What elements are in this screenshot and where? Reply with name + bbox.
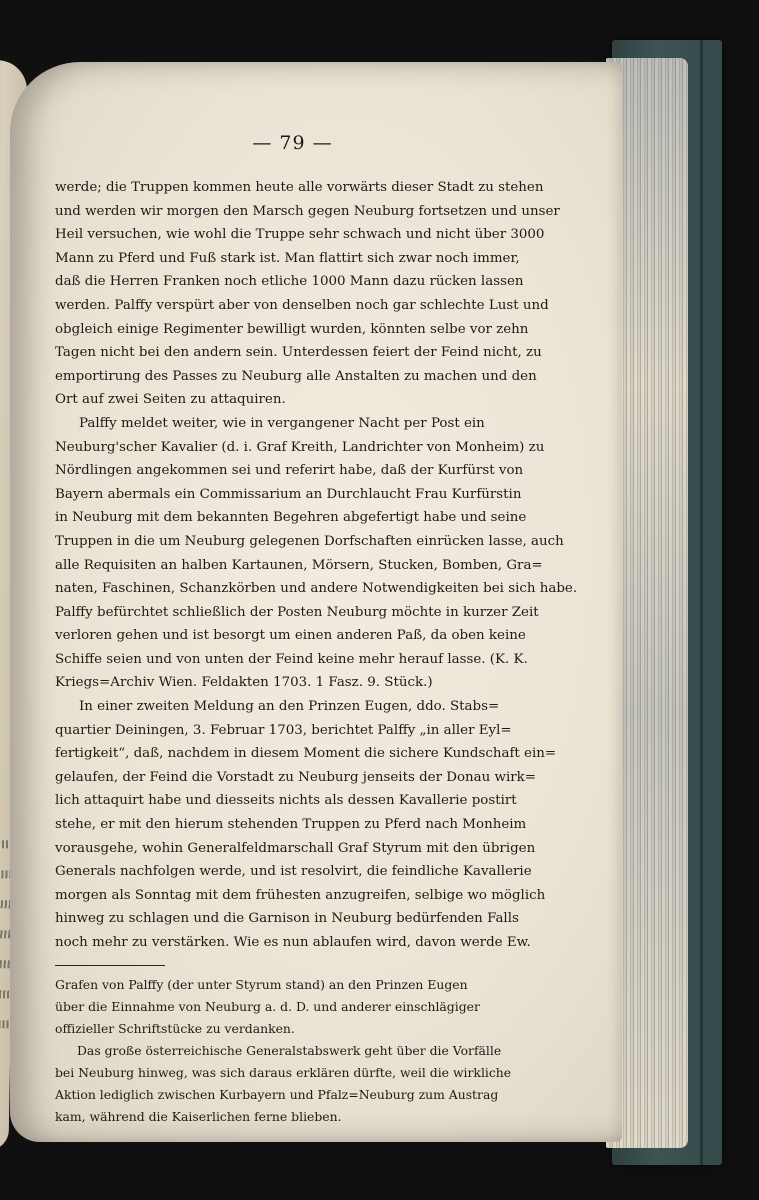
body-text-line: Heil versuchen, wie wohl die Truppe sehr schwach und nicht über 3000	[55, 227, 545, 243]
body-text-line: Kriegs=Archiv Wien. Feldakten 1703. 1 Fasz. 9. Stück.)	[55, 675, 433, 691]
body-text-line: werden. Palffy verspürt aber von denselben noch gar schlechte Lust und	[55, 297, 549, 313]
body-text-line: Nördlingen angekommen sei und referirt habe, daß der Kurfürst von	[55, 463, 524, 479]
footnote-text-line: Grafen von Palffy (der unter Styrum stand) an den Prinzen Eugen	[55, 976, 468, 992]
body-text-line: verloren gehen und ist besorgt um einen anderen Paß, da oben keine	[55, 628, 526, 644]
footnote-text-line: kam, während die Kaiserlichen ferne blieben.	[55, 1108, 342, 1124]
body-text-line: In einer zweiten Meldung an den Prinzen Eugen, ddo. Stabs=	[79, 699, 500, 715]
facing-page-text-fragment	[0, 930, 10, 938]
body-text-line: morgen als Sonntag mit dem frühesten anzugreifen, selbige wo möglich	[55, 887, 546, 903]
body-text-line: obgleich einige Regimenter bewilligt wurden, könnten selbe vor zehn	[55, 321, 529, 337]
footnote-text-line: offizieller Schriftstücke zu verdanken.	[55, 1020, 295, 1036]
body-text-line: Ort auf zwei Seiten zu attaquiren.	[55, 392, 286, 408]
body-text-line: daß die Herren Franken noch etliche 1000 Mann dazu rücken lassen	[55, 274, 524, 290]
footnote-text	[55, 974, 512, 1128]
footnote-text-line: Das große österreichische Generalstabswerk geht über die Vorfälle	[77, 1042, 502, 1058]
body-text-line: werde; die Truppen kommen heute alle vorwärts dieser Stadt zu stehen	[55, 180, 544, 195]
body-text-line: lich attaquirt habe und diesseits nichts als dessen Kavallerie postirt	[55, 793, 517, 809]
body-text-line: Tagen nicht bei den andern sein. Unterdessen feiert der Feind nicht, zu	[55, 345, 542, 361]
book-page	[10, 62, 622, 1142]
body-text-line: alle Requisiten an halben Kartaunen, Mörsern, Stucken, Bomben, Gra=	[55, 557, 543, 573]
facing-page-text-fragment	[0, 1020, 9, 1028]
body-text-line: hinweg zu schlagen und die Garnison in Neuburg bedürfenden Falls	[55, 911, 519, 927]
page-number: — 79 —	[252, 132, 333, 154]
footnote-rule	[55, 965, 165, 966]
body-text-line: fertigkeit“, daß, nachdem in diesem Moment die sichere Kundschaft ein=	[55, 746, 557, 762]
body-text-line: Schiffe seien und von unten der Feind keine mehr herauf lasse. (K. K.	[55, 651, 528, 667]
body-text-line: stehe, er mit den hierum stehenden Truppen zu Pferd nach Monheim	[55, 817, 527, 833]
body-text-line: Truppen in die um Neuburg gelegenen Dorfschaften einrücken lasse, auch	[55, 533, 564, 549]
body-text-line: vorausgehe, wohin Generalfeldmarschall Graf Styrum mit den übrigen	[55, 840, 536, 856]
body-text-line: Neuburg'scher Kavalier (d. i. Graf Kreith, Landrichter von Monheim) zu	[55, 439, 545, 455]
body-text-line: Palffy meldet weiter, wie in vergangener Nacht per Post ein	[79, 415, 485, 431]
footnote-text-line: bei Neuburg hinweg, was sich daraus erklären dürfte, weil die wirkliche	[55, 1064, 512, 1080]
facing-page-text-fragment	[0, 990, 9, 998]
body-text-line: emportirung des Passes zu Neuburg alle Anstalten zu machen und den	[55, 368, 537, 384]
page-text-block	[55, 132, 578, 1128]
body-text	[55, 176, 578, 955]
footnote-text-line: über die Einnahme von Neuburg a. d. D. und anderer einschlägiger	[55, 998, 480, 1014]
body-text-line: noch mehr zu verstärken. Wie es nun ablaufen wird, davon werde Ew.	[55, 935, 531, 950]
body-text-line: quartier Deiningen, 3. Februar 1703, berichtet Palffy „in aller Eyl=	[55, 722, 512, 738]
body-text-line: Bayern abermals ein Commissarium an Durchlaucht Frau Kurfürstin	[55, 486, 522, 502]
body-text-line: gelaufen, der Feind die Vorstadt zu Neuburg jenseits der Donau wirk=	[55, 769, 536, 785]
body-text-line: Generals nachfolgen werde, und ist resolvirt, die feindliche Kavallerie	[55, 864, 532, 880]
body-text-line: in Neuburg mit dem bekannten Begehren abgefertigt habe und seine	[55, 510, 527, 526]
footnote-text-line: Aktion lediglich zwischen Kurbayern und Pfalz=Neuburg zum Austrag	[55, 1086, 499, 1102]
body-text-line: Palffy befürchtet schließlich der Posten Neuburg möchte in kurzer Zeit	[55, 604, 539, 620]
body-text-line: und werden wir morgen den Marsch gegen Neuburg fortsetzen und unser	[55, 203, 560, 219]
facing-page-text-fragment	[0, 960, 10, 968]
body-text-line: naten, Faschinen, Schanzkörben und andere Notwendigkeiten bei sich habe.	[55, 581, 578, 597]
body-text-line: Mann zu Pferd und Fuß stark ist. Man flattirt sich zwar noch immer,	[55, 250, 520, 266]
